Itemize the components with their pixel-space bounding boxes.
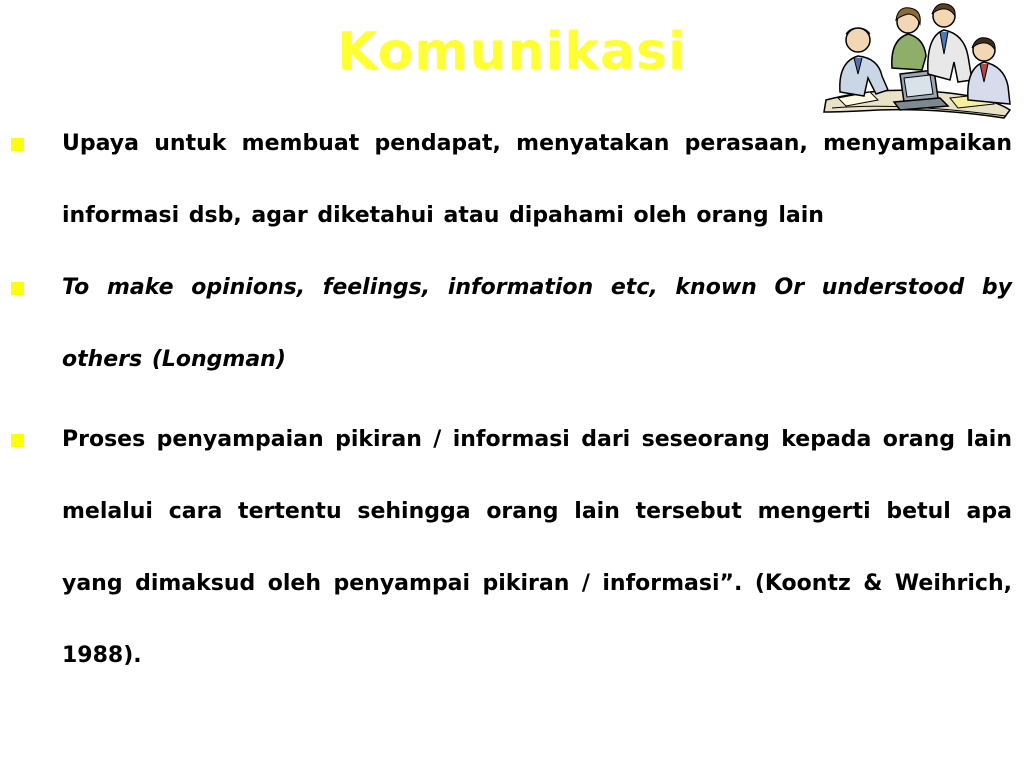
bullet-square-icon [11, 282, 24, 295]
bullet-text: To make opinions, feelings, information etc, known Or understood by others (Longman) [62, 275, 1012, 372]
bullet-square-icon [11, 434, 24, 447]
bullet-item [0, 108, 1024, 252]
bullet-item [0, 252, 1024, 396]
bullet-list [0, 108, 1024, 692]
bullet-text: Upaya untuk membuat pendapat, menyatakan perasaan, menyampaikan informasi dsb, agar diketahui atau dipahami oleh orang lain [62, 131, 1012, 228]
bullet-item [0, 404, 1024, 692]
bullet-square-icon [11, 138, 24, 151]
slide-title: Komunikasi [337, 22, 687, 82]
bullet-text: Proses penyampaian pikiran / informasi dari seseorang kepada orang lain melalui cara tertentu sehingga orang lain tersebut mengerti betul apa yang dimaksud oleh penyampai pikiran / informasi”. (Koontz & Weihrich, 1988). [62, 427, 1012, 668]
